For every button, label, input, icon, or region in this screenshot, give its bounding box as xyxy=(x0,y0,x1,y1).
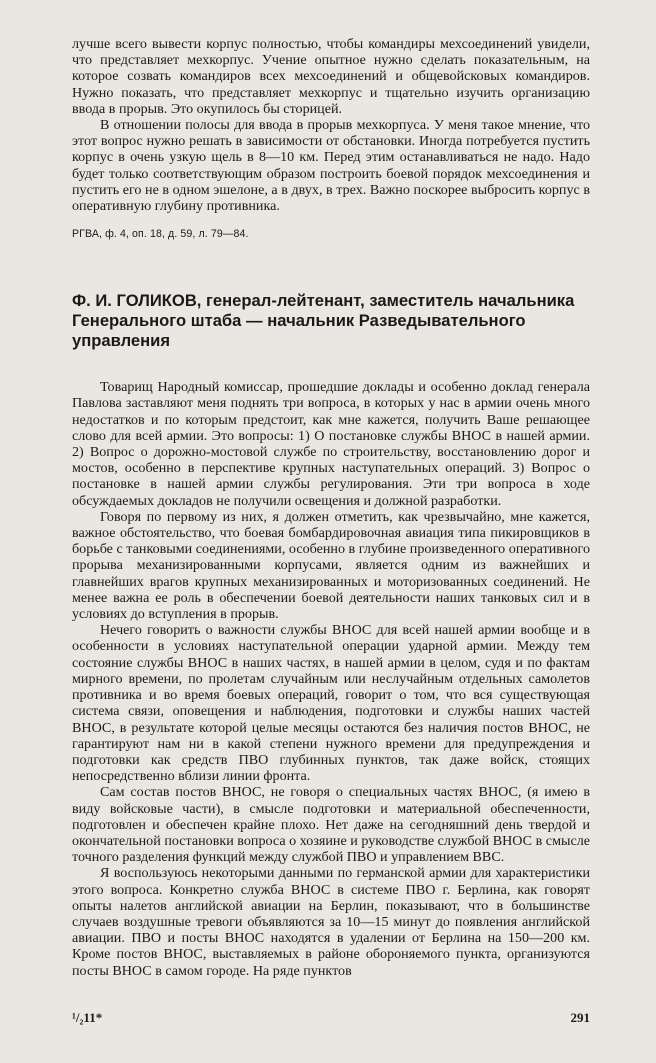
paragraph-vnos-composition: Сам состав постов ВНОС, не говоря о специальных частях ВНОС, (я имею в виду войсковые части), в смысле подготовки и материальной обеспеченности, подготовлен и обеспечен крайне плохо. Нет даже на сегодняшний день твердой и окончательной постановки вопроса о хозяине и руководстве службой ВНОС в смысле точного разделения функций между службой ПВО и управлением ВВС. xyxy=(72,784,590,866)
printer-signature: ¹/₂11* xyxy=(72,1010,103,1025)
paragraph-address: Товарищ Народный комиссар, прошедшие доклады и особенно доклад генерала Павлова заставляют меня поднять три вопроса, в которых у нас в армии очень много недостатков и по которым предстоит, как мне кажется, получить Ваше решающее слово для всей армии. Это вопросы: 1) О постановке службы ВНОС в нашей армии. 2) Вопрос о дорожно-мостовой службе по строительству, восстановлению дорог и мостов, особенно в перспективе крупных наступательных операций. 3) Вопрос о постановке в нашей армии службы регулирования. Эти три вопроса в ходе обсуждаемых докладов не получили освещения и должной разработки. xyxy=(72,379,590,509)
archive-source-reference: РГВА, ф. 4, оп. 18, д. 59, л. 79—84. xyxy=(72,228,249,241)
page-footer xyxy=(72,1010,590,1026)
speaker-heading: Ф. И. ГОЛИКОВ, генерал-лейтенант, заместитель начальника Генерального штаба — начальник Разведывательного управления xyxy=(72,291,575,351)
page-number: 291 xyxy=(570,1010,590,1025)
paragraph-breakthrough-width: В отношении полосы для ввода в прорыв мехкорпуса. У меня такое мнение, что этот вопрос нужно решать в зависимости от обстановки. Иногда потребуется пустить корпус в очень узкую щель в 8—10 км. Перед этим останавливаться не надо. Надо будет только соответствующим образом построить боевой порядок мехсоединения и пустить его не в одном эшелоне, а в двух, в трех. Важно поскорее выбросить корпус в оперативную глубину противника. xyxy=(72,117,590,215)
paragraph-bomber-aviation: Говоря по первому из них, я должен отметить, как чрезвычайно, мне кажется, важное обстоятельство, что боевая бомбардировочная авиация типа пикировщиков в борьбе с танковыми соединениями, особенно в глубине произведенного оперативного прорыва механизированными корпусами, является одним из важнейших и главнейших врагов крупных механизированных и моторизованных соединений. Не менее важна ее роль в обеспечении боевой деятельности наших танковых сил и в условиях до вступления в прорыв. xyxy=(72,508,590,623)
paragraph-german-army: Я воспользуюсь некоторыми данными по германской армии для характеристики этого вопроса. Конкретно служба ВНОС в системе ПВО г. Берлина, как говорят опыты налетов английской авиации на Берлин, показывают, что в большинстве случаев воздушные тревоги объявляются за 10—15 минут до появления английской авиации. ПВО и посты ВНОС находятся в удалении от Берлина на 150—200 км. Кроме постов ВНОС, выставляемых в районе обороняемого пункта, организуются посты ВНОС в самом городе. На ряде пунктов xyxy=(72,865,590,979)
paragraph-vnos-importance: Нечего говорить о важности службы ВНОС для всей нашей армии вообще и в особенности в условиях наступательной операции ударной армии. Между тем состояние службы ВНОС в наших частях, в нашей армии в целом, судя и по фактам мирного времени, по пролетам случайным или неслучайным отдельных самолетов противника и во время боевых операций, говорит о том, что вся существующая система связи, оповещения и наблюдения, подготовки и службы наших частей ВНОС, в результате которой целые месяцы остаются без наличия постов ВНОС, не гарантируют нам ни в какой степени нужного времени для предупреждения и подготовки как средств ПВО глубинных пунктов, так даже войск, стоящих непосредственно вблизи линии фронта. xyxy=(72,622,590,785)
paragraph-continuation: лучше всего вывести корпус полностью, чтобы командиры мехсоединений увидели, что представляет мехкорпус. Учение опытное нужно сделать показательным, на которое созвать командиров всех мехсоединений и общевойсковых командиров. Нужно показать, что представляет мехкорпус и тщательно изучить организацию ввода в прорыв. Это окупилось бы сторицей. xyxy=(72,36,590,117)
